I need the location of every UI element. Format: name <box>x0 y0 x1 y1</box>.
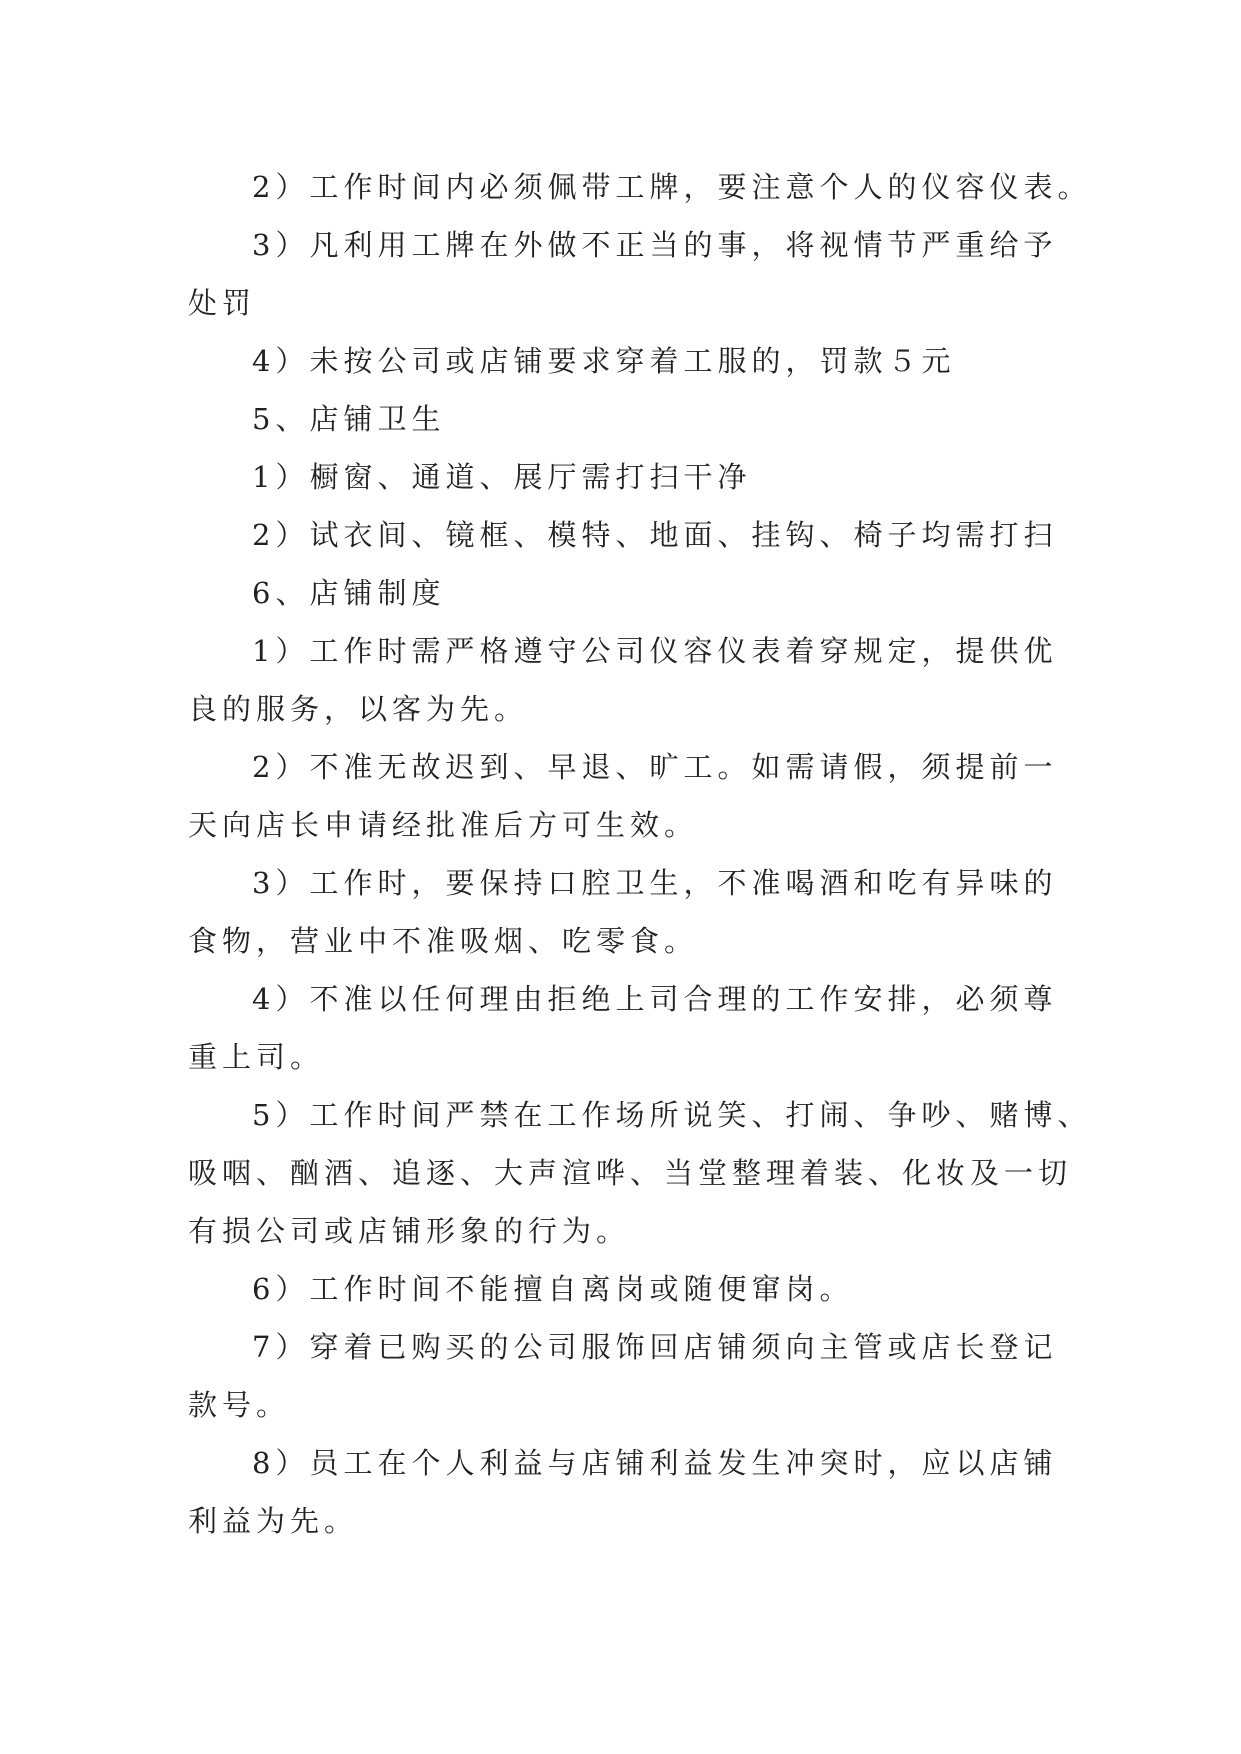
text-line: 2）工作时间内必须佩带工牌，要注意个人的仪容仪表。 <box>252 170 1092 204</box>
text-line: 款号。 <box>188 1388 291 1422</box>
section-heading: 6、店铺制度 <box>252 576 446 610</box>
text-line: 1）工作时需严格遵守公司仪容仪表着穿规定，提供优 <box>252 634 1058 668</box>
text-line: 2）不准无故迟到、早退、旷工。如需请假，须提前一 <box>252 750 1058 784</box>
text-line: 处罚 <box>188 286 257 320</box>
section-heading: 5、店铺卫生 <box>252 402 446 436</box>
text-line: 天向店长申请经批准后方可生效。 <box>188 808 699 842</box>
text-line: 7）穿着已购买的公司服饰回店铺须向主管或店长登记 <box>252 1330 1058 1364</box>
text-line: 1）橱窗、通道、展厅需打扫干净 <box>252 460 752 494</box>
text-line: 2）试衣间、镜框、模特、地面、挂钩、椅子均需打扫 <box>252 518 1058 552</box>
text-line: 有损公司或店铺形象的行为。 <box>188 1214 631 1248</box>
document-body <box>188 158 1092 1550</box>
text-line: 利益为先。 <box>188 1504 359 1538</box>
text-line: 良的服务，以客为先。 <box>188 692 529 726</box>
text-line: 吸咽、酗酒、追逐、大声渲哗、当堂整理着装、化妆及一切 <box>188 1156 1073 1190</box>
text-line: 3）凡利用工牌在外做不正当的事，将视情节严重给予 <box>252 228 1058 262</box>
text-line: 重上司。 <box>188 1040 325 1074</box>
text-line: 3）工作时，要保持口腔卫生，不准喝酒和吃有异味的 <box>252 866 1058 900</box>
text-line: 5）工作时间严禁在工作场所说笑、打闹、争吵、赌博、 <box>252 1098 1092 1132</box>
text-line: 食物，营业中不准吸烟、吃零食。 <box>188 924 699 958</box>
text-line: 8）员工在个人利益与店铺利益发生冲突时，应以店铺 <box>252 1446 1058 1480</box>
text-line: 4）不准以任何理由拒绝上司合理的工作安排，必须尊 <box>252 982 1058 1016</box>
text-line: 4）未按公司或店铺要求穿着工服的，罚款５元 <box>252 344 956 378</box>
text-line: 6）工作时间不能擅自离岗或随便窜岗。 <box>252 1272 854 1306</box>
